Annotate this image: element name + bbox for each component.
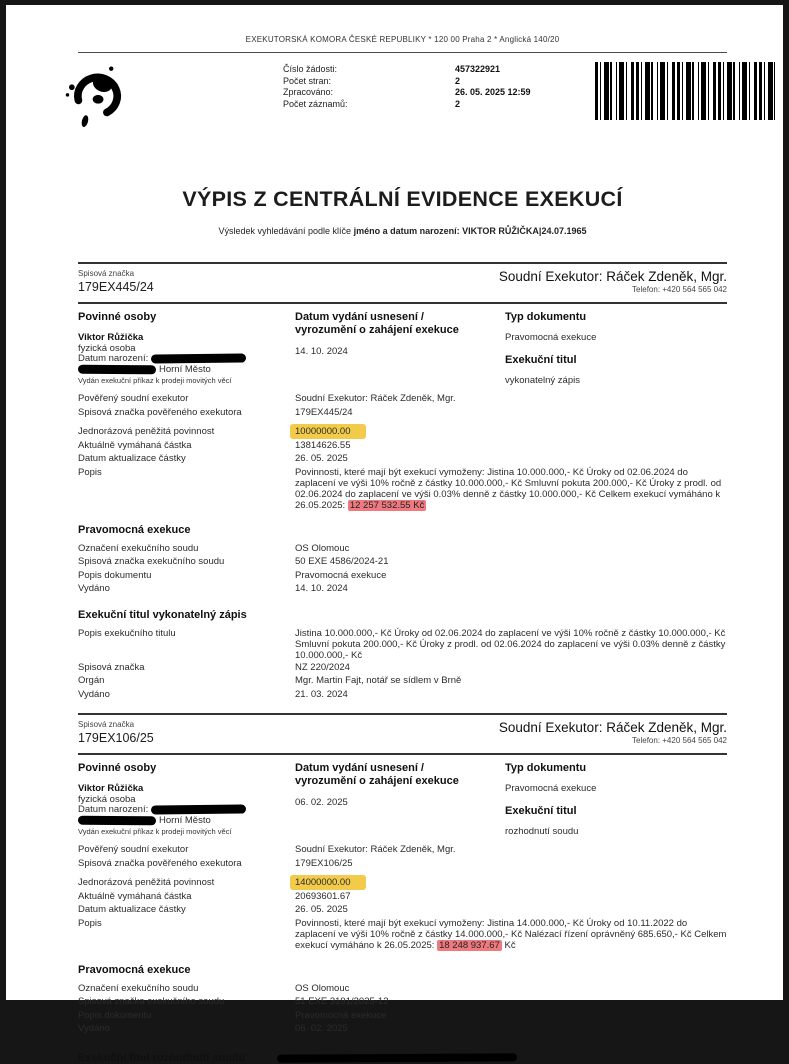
detail-row [78,569,727,583]
detail-value: 21. 03. 2024 [295,688,348,700]
detail-row [78,439,727,453]
highlighted-total: 18 248 937.67 [439,939,500,951]
description-text [295,466,727,511]
detail-label: Označení exekučního soudu [78,542,199,554]
highlighted-total: 12 257 532.55 Kč [349,499,425,511]
case-details [78,843,727,951]
search-result-line [78,226,727,236]
exec-title-section-heading: Exekuční titul vykonatelný zápis [78,608,247,621]
detail-value: 179EX445/24 [295,406,353,418]
chamber-logo-icon [62,61,132,131]
page-content [6,5,783,1064]
detail-value: 14. 10. 2024 [295,583,348,594]
debtor-type: fyzická osoba [78,793,136,805]
case-number: 179EX445/24 [78,280,154,294]
detail-value: 20693601.67 [295,890,351,902]
document-head [78,61,727,141]
detail-row [78,452,727,466]
detail-value: 06. 02. 2025 [295,1023,348,1034]
search-key: jméno a datum narození: VIKTOR RŮŽIČKA|24.07.1965 [353,226,587,236]
detail-row [78,674,727,688]
highlighted-amount: 14000000.00 [290,875,366,890]
detail-label: Popis [78,917,102,929]
detail-label: Aktuálně vymáhaná částka [78,439,192,451]
description-body: Povinnosti, které mají být exekucí vymoženy: Jistina 14.000.000,- Kč Úroky od 10.11.2022 do zaplacení ve výši 10% ročně z částky 14.000.000,- Kč Nalézací řízení oprávněný 685.650,- Kč Celkem exekucí vymáháno k 26.05.2025: [295,917,727,951]
detail-row [78,857,727,871]
meta-label: Počet záznamů: [283,98,348,109]
detail-row-description [78,917,727,951]
meta-label: Číslo žádosti: [283,64,338,74]
detail-value: 26. 05. 2025 [295,453,348,464]
final-execution-details [78,542,727,596]
detail-label: Jednorázová peněžitá povinnost [78,426,215,437]
case-details [78,392,727,511]
detail-label: Popis [78,466,102,478]
detail-label: Vydáno [78,583,110,594]
case-summary-columns [78,762,727,837]
detail-row [78,903,727,917]
meta-label: Počet stran: [283,75,332,86]
doc-type-value: Pravomocná exekuce [505,783,597,794]
exec-title-section-2 [78,1052,727,1064]
detail-label: Popis dokumentu [78,1009,152,1021]
subtitle-prefix: Výsledek vyhledávání podle klíče [218,226,354,236]
doc-type-column [505,311,727,386]
detail-value: 51 EXE 3191/2025-12 [295,996,389,1007]
detail-row [78,688,727,702]
birth-label: Datum narození: [78,353,149,365]
detail-label: Vydáno [78,1023,110,1034]
meta-value: 2 [455,98,461,109]
detail-row [78,1022,727,1036]
meta-value: 2 [455,75,461,86]
detail-label: Aktuálně vymáhaná částka [78,890,192,902]
detail-row [78,982,727,996]
debtor-birth [78,805,295,816]
meta-row-request [283,64,531,76]
detail-value: 50 EXE 4586/2024-21 [295,556,389,567]
detail-row [78,542,727,556]
detail-value [295,876,727,890]
exec-title-section-heading: Exekuční titul rozhodnutí soudu [78,1051,246,1064]
meta-row-processed [283,87,531,99]
detail-row [78,843,727,857]
document-page [6,5,783,1064]
doc-type-value: Pravomocná exekuce [505,332,597,343]
detail-value [295,425,727,439]
detail-label: Spisová značka pověřeného exekutora [78,857,242,869]
highlighted-amount: 10000000.00 [290,424,366,439]
executor-phone: Telefon: +420 564 565 042 [632,285,727,294]
detail-value: 26. 05. 2025 [295,904,348,915]
executor-block [499,720,727,745]
section-divider [78,753,727,755]
debtor-city: Horní Město [159,363,211,375]
executor-block [499,269,727,294]
detail-value: NZ 220/2024 [295,661,350,673]
final-execution-heading: Pravomocná exekuce [78,523,191,536]
debtor-birth [78,354,295,365]
detail-value: OS Olomouc [295,982,350,994]
detail-value: Soudní Exekutor: Ráček Zdeněk, Mgr. [295,844,456,855]
executor-name: Soudní Exekutor: Ráček Zdeněk, Mgr. [498,269,727,284]
exec-title-details [78,627,727,702]
decision-date: 14. 10. 2024 [295,346,348,357]
exec-title-value: vykonatelný zápis [505,374,580,386]
executor-name: Soudní Exekutor: Ráček Zdeněk, Mgr. [498,720,727,735]
meta-row-records [283,99,531,111]
section-divider [78,302,727,304]
detail-label: Datum aktualizace částky [78,453,186,464]
description-body: Povinnosti, které mají být exekucí vymoženy: Jistina 10.000.000,- Kč Úroky od 02.06.2024 do zaplacení ve výši 10% ročně z částky 10.000.000,- Kč Smluvní pokuta 200.000,- Kč Úroky z prodl. od 02.06.2024 do zaplacení ve výši 0.03% denně z částky 10.000.000,- Kč Celkem exekucí vymáháno k 26.05.2025: [295,466,722,511]
description-suffix: Kč [501,939,516,951]
detail-label: Spisová značka [78,661,145,673]
doc-type-heading: Typ dokumentu [505,762,587,774]
decision-heading: Datum vydání usnesení / vyrozumění o zahájení exekuce [295,311,459,336]
debtor-city: Horní Město [159,814,211,826]
decision-date: 06. 02. 2025 [295,797,348,808]
detail-row [78,995,727,1009]
redaction-bar [151,354,246,364]
debtor-note: Vydán exekuční příkaz k prodeji movitých věcí [78,827,232,837]
birth-label: Datum narození: [78,804,149,816]
detail-row [78,392,727,406]
case-number-label: Spisová značka [78,269,135,278]
meta-label: Zpracováno: [283,87,334,97]
case-number-label: Spisová značka [78,720,135,729]
redaction-bar [78,815,156,825]
debtor-address [78,816,295,827]
detail-label: Označení exekučního soudu [78,982,199,994]
detail-value: OS Olomouc [295,542,350,554]
description-text [295,917,727,951]
debtor-note: Vydán exekuční příkaz k prodeji movitých věcí [78,376,232,386]
detail-row [78,661,727,675]
exec-title-heading: Exekuční titul [505,353,577,366]
case-number-block [78,269,154,294]
debtor-address [78,365,295,376]
redaction-bar [277,1053,517,1062]
case-number: 179EX106/25 [78,731,154,745]
meta-value: 26. 05. 2025 12:59 [455,87,531,97]
detail-value: 179EX106/25 [295,857,353,869]
case-number-block [78,720,154,745]
meta-row-pages [283,76,531,88]
exec-title-heading: Exekuční titul [505,804,577,817]
decision-date-column [295,762,505,837]
detail-label: Popis exekučního titulu [78,627,176,639]
detail-label: Spisová značka pověřeného exekutora [78,406,242,418]
decision-date-column [295,311,505,386]
detail-label: Jednorázová peněžitá povinnost [78,877,215,888]
meta-value: 457322921 [455,64,501,74]
final-execution-heading: Pravomocná exekuce [78,963,191,976]
masthead: EXEKUTORSKÁ KOMORA ČESKÉ REPUBLIKY * 120 00 Praha 2 * Anglická 140/20 [245,35,560,44]
obligated-heading: Povinné osoby [78,311,157,323]
detail-label: Orgán [78,675,105,686]
request-meta [283,64,531,110]
detail-row-description [78,466,727,511]
detail-row [78,406,727,420]
detail-value: 13814626.55 [295,439,351,451]
doc-type-column [505,762,727,837]
detail-label: Spisová značka exekučního soudu [78,996,225,1007]
case-summary-columns [78,311,727,386]
detail-value: Jistina 10.000.000,- Kč Úroky od 02.06.2024 do zaplacení ve výši 10% ročně z částky 10.000.000,- Kč Smluvní pokuta 200.000,- Kč Úroky z prodl. od 02.06.2024 do zaplacení ve výši 0.03% denně z částky 10.000.000,- Kč [295,627,726,661]
case-header [78,264,727,302]
redaction-bar [151,805,246,815]
detail-value: Mgr. Martin Fajt, notář se sídlem v Brně [295,675,462,686]
final-execution-details [78,982,727,1036]
redaction-bar [78,364,156,374]
executor-phone: Telefon: +420 564 565 042 [632,736,727,745]
obligated-persons [78,311,295,386]
detail-row [78,555,727,569]
detail-row [78,876,727,890]
decision-heading: Datum vydání usnesení / vyrozumění o zahájení exekuce [295,762,459,787]
detail-label: Pověřený soudní exekutor [78,844,189,855]
obligated-persons [78,762,295,837]
exec-title-value: rozhodnutí soudu [505,825,579,837]
detail-label: Popis dokumentu [78,569,152,581]
detail-label: Datum aktualizace částky [78,904,186,915]
detail-row-description [78,627,727,661]
debtor-name: Viktor Růžička [78,332,144,343]
obligated-heading: Povinné osoby [78,762,157,774]
detail-value: Pravomocná exekuce [295,569,387,581]
detail-value: Soudní Exekutor: Ráček Zdeněk, Mgr. [295,393,456,404]
page-title: VÝPIS Z CENTRÁLNÍ EVIDENCE EXEKUCÍ [182,187,623,211]
detail-row [78,1009,727,1023]
detail-label: Vydáno [78,688,110,700]
detail-label: Pověřený soudní exekutor [78,393,189,404]
debtor-type: fyzická osoba [78,342,136,354]
detail-row [78,582,727,596]
debtor-name: Viktor Růžička [78,783,144,794]
detail-row [78,425,727,439]
detail-value: Pravomocná exekuce [295,1009,387,1021]
detail-row [78,890,727,904]
masthead-divider [78,52,727,53]
doc-type-heading: Typ dokumentu [505,311,587,323]
detail-label: Spisová značka exekučního soudu [78,556,225,567]
case-header [78,715,727,753]
